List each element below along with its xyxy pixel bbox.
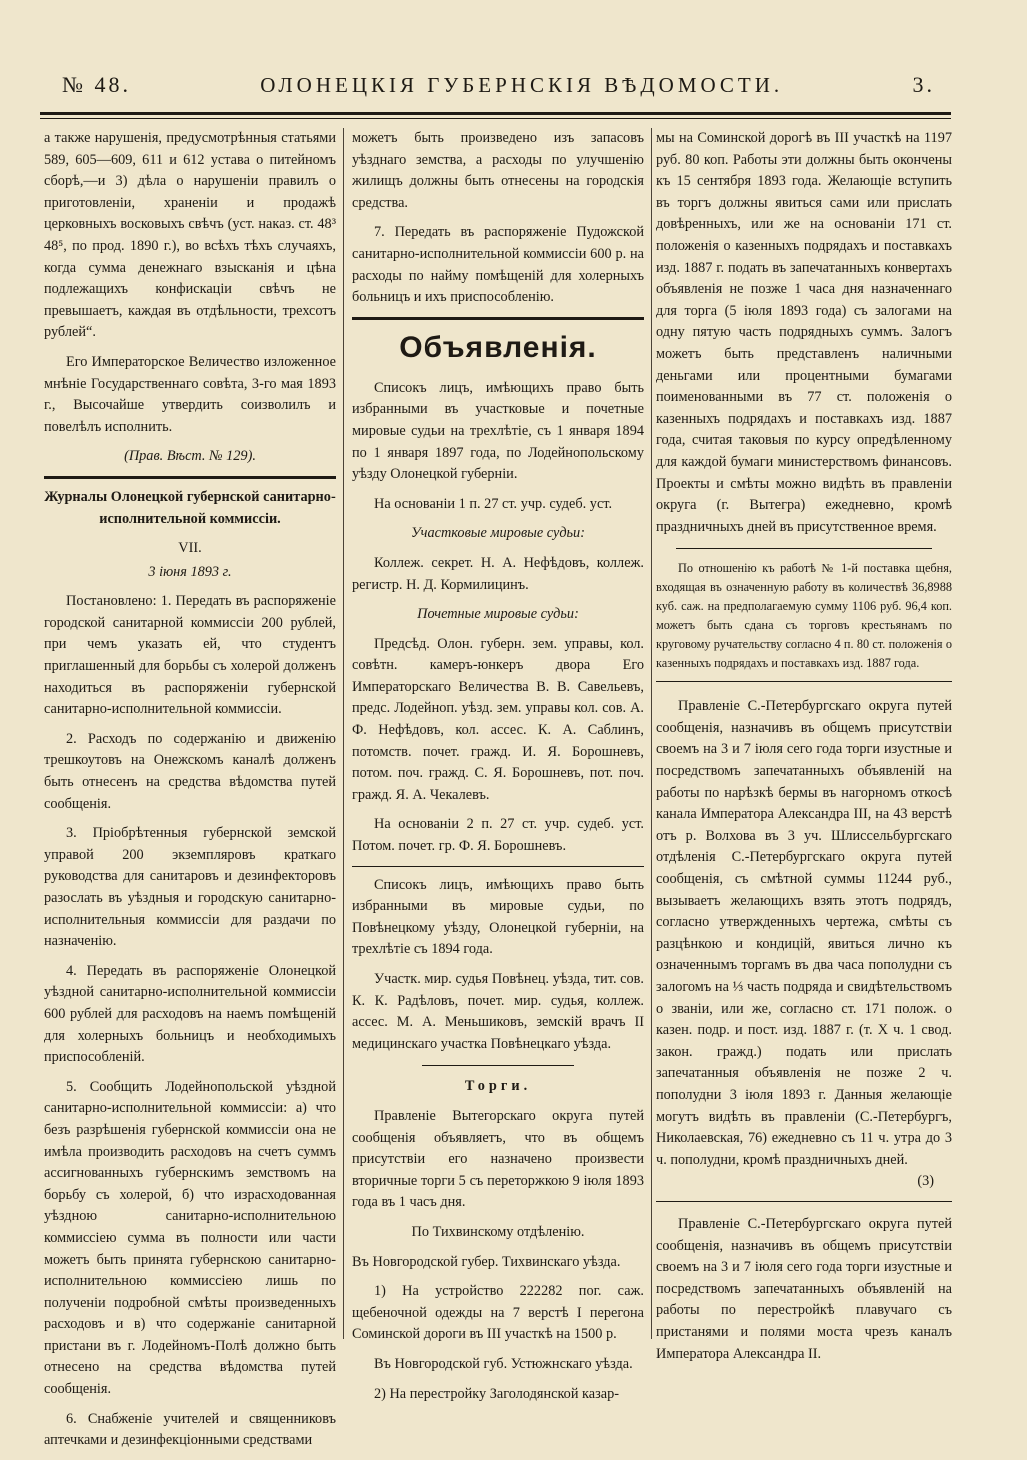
section-divider: [352, 866, 644, 867]
paragraph: Списокъ лицъ, имѣющихъ право быть избранными въ мировые судьи, по Повѣнецкому уѣзду, Олонецкой губерніи, на трехлѣтіе съ 1894 года.: [352, 876, 644, 958]
paragraph: Коллеж. секрет. Н. А. Нефѣдовъ, коллеж. регистр. Н. Д. Кормилицинъ.: [352, 554, 644, 593]
section-divider: [44, 476, 336, 479]
column-2: [352, 128, 644, 1413]
paragraph: Въ Новгородской губ. Устюжнскаго уѣзда.: [374, 1355, 633, 1372]
paragraph: Списокъ лицъ, имѣющихъ право быть избранными въ участковые и почетные мировые судьи на трехлѣтіе, съ 1 января 1894 по 1 января 1897 года, по Лодейнопольскому уѣзду Олонецкой губерніи.: [352, 379, 644, 483]
column-divider: [343, 128, 344, 1339]
paragraph: а также нарушенія, предусмотрѣнныя статьями 589, 605—609, 611 и 612 устава о питейномъ сборѣ,—и 3) дѣла о нарушеніи правилъ о приготовленіи, храненіи и продажѣ церковныхъ восковыхъ свѣчъ (уст. наказ. ст. 48³ 48⁵, по прод. 1890 г.), во всѣхъ тѣхъ случаяхъ, когда сумма денежнаго взысканія и цѣна подлежащихъ конфискаціи свѣчъ не превышаетъ, каждая въ отдѣльности, трехсотъ рублей“.: [44, 130, 336, 341]
announcements-heading: Объявленія.: [399, 330, 597, 364]
paragraph: Правленіе С.-Петербургскаго округа путей сообщенія, назначивъ въ общемъ присутствіи своемъ на 3 и 7 іюля сего года торги изустные и посредствомъ запечатанныхъ объявленій на работы по перестройкѣ плавучаго съ пристанями и полями моста чрезъ каналъ Императора Александра II.: [656, 1215, 952, 1362]
section-title: Журналы Олонецкой губернской санитарно-исполнительной коммиссіи.: [44, 488, 336, 527]
roman-numeral: VII.: [178, 540, 202, 557]
paragraph: Правленіе С.-Петербургскаго округа путей сообщенія, назначивъ въ общемъ присутствіи своемъ на 3 и 7 іюля сего года торги изустные и посредствомъ запечатанныхъ объявленій на работы по нарѣзкѣ бермы въ нагорномъ откосѣ канала Императора Александра III, на 43 верстѣ отъ р. Волхова въ 3 уч. Шлиссельбургскаго отдѣленія С.-Петербургскаго округа путей сообщенія, съ смѣтной суммы 11244 руб., вызываетъ желающихъ взять этотъ подрядъ, согласно утвержденныхъ чертежа, смѣты съ разцѣнкою и кондицій, явиться лично къ означеннымъ торгамъ въ два часа пополудни съ залогомъ на ⅓ часть подряда и свидѣтельствомъ о званіи, или же, согласно ст. 171 полож. о казен. подр. и пост. изд. 1887 г. (т. X ч. 1 свод. закон. гражд.) подать или прислать запечатанныя объявленія не позже 2 ч. пополудни 3 іюля 1893 г. Данныя желающіе могутъ видѣть въ правленіи (С.-Петербургъ, Николаевская, 76) ежедневно съ 11 ч. утра до 3 ч. пополудни, кромѣ праздничныхъ дней.: [656, 698, 952, 1168]
paragraph: По отношенію къ работѣ № 1-й поставка щебня, входящая въ означенную работу въ количествѣ 36,8988 куб. саж. на предполагаемую сумму 1106 руб. 96,4 коп. можетъ быть сдана съ торговъ крестьянамъ по круговому ручательству согласно 4 п. 80 ст. положенія о казенныхъ подрядахъ и поставкахъ изд. 1887 года.: [656, 561, 952, 671]
paragraph: 4. Передать въ распоряженіе Олонецкой уѣздной санитарно-исполнительной коммиссіи 600 рублей для расходовъ на наемъ помѣщеній для холерныхъ больницъ и необходимыхъ приспособленій.: [44, 962, 336, 1066]
subheading: Почетные мировые судьи:: [417, 606, 579, 623]
subheading: Участковые мировые судьи:: [411, 525, 585, 542]
paragraph: 2. Расходъ по содержанію и движенію трешкоутовъ на Онежскомъ каналѣ долженъ быть отнесенъ на средства вѣдомства путей сообщенія.: [44, 730, 336, 812]
paragraph: Предсѣд. Олон. губерн. зем. управы, кол. совѣтн. камеръ-юнкеръ двора Его Императорскаго Величества В. В. Савельевъ, предс. Лодейноп. уѣзд. зем. управы кол. сов. А. Ф. Нефѣдовъ, кол. ассес. К. А. Саблинъ, потомств. почет. гражд. И. Я. Борошневъ, потом. поч. гражд. С. Я. Борошневъ, пот. поч. гражд. Я. А. Чекалевъ.: [352, 635, 644, 803]
newspaper-title: ОЛОНЕЦКІЯ ГУБЕРНСКІЯ ВѢДОМОСТИ.: [260, 73, 784, 97]
paragraph: Участк. мир. судья Повѣнец. уѣзда, тит. сов. К. К. Радѣловъ, почет. мир. судья, коллеж. ассес. М. А. Меньшиковъ, земскій врачъ II медицинскаго участка Повѣнецкаго уѣзда.: [352, 971, 644, 1052]
paragraph: 3. Пріобрѣтенныя губернской земской управой 200 экземпляровъ краткаго руководства для санитаровъ и дезинфекторовъ разослать въ уѣздныя и городскую санитарно-исполнительныя коммиссіи для раздачи по назначенію.: [44, 825, 336, 950]
section-divider: [352, 317, 644, 320]
page-number: 3.: [912, 72, 935, 97]
notice-mark: (3): [917, 1173, 934, 1190]
paragraph: 1) На устройство 222282 пог. саж. щебеночной одежды на 7 верстѣ I перегона Соминской дороги въ III участкѣ на 1500 р.: [352, 1283, 644, 1343]
subheading: По Тихвинскому отдѣленію.: [411, 1223, 585, 1240]
short-divider: [422, 1065, 574, 1066]
page-header: [62, 72, 935, 104]
paragraph: 6. Снабженіе учителей и священниковъ аптечками и дезинфекціонными средствами: [44, 1410, 336, 1449]
section-divider: [656, 1201, 952, 1202]
column-3: [656, 128, 952, 1373]
paragraph: Его Императорское Величество изложенное мнѣніе Государственнаго совѣта, 3-го мая 1893 г., Высочайше утвердить соизволилъ и повелѣлъ исполнить.: [44, 353, 336, 435]
issue-number: № 48.: [62, 72, 131, 97]
paragraph: На основаніи 2 п. 27 ст. учр. судеб. уст. Потом. почет. гр. Ф. Я. Борошневъ.: [352, 816, 644, 855]
paragraph: Правленіе Вытегорскаго округа путей сообщенія объявляетъ, что въ общемъ присутствіи его назначено произвести вторичные торги 5 съ переторжкою 9 іюля 1893 года въ 1 часъ дня.: [352, 1107, 644, 1211]
paragraph: можетъ быть произведено изъ запасовъ уѣзднаго земства, а расходы по улучшенію жилищъ должны быть отнесены на городскія средства.: [352, 130, 644, 211]
paragraph: мы на Соминской дорогѣ въ III участкѣ на 1197 руб. 80 коп. Работы эти должны быть окончены къ 15 сентября 1893 года. Желающіе вступить въ торгъ должны явиться сами или прислать довѣренныхъ, или же на основаніи 171 ст. положенія о казенныхъ подрядахъ и поставкахъ изд. 1887 г. подать въ запечатанныхъ конвертахъ объявленія не позже 1 часа дня назначеннаго для торга (5 іюля 1893 года) съ залогами на одну пятую часть подрядныхъ суммъ. Залогъ можетъ быть представленъ наличными деньгами или процентными бумагами поименованными въ 77 ст. положенія о казенныхъ подрядахъ и поставкахъ изд. 1887 года, считая таковыя по курсу опредѣленному для каждой бумаги министерствомъ финансовъ. Проекты и смѣты можно видѣть въ правленіи округа (г. Вытегра) ежедневно, кромѣ праздничныхъ дней въ присутственное время.: [656, 130, 952, 535]
paragraph: Въ Новгородской губер. Тихвинскаго уѣзда.: [352, 1253, 621, 1270]
short-divider: [676, 548, 932, 549]
paragraph: На основаніи 1 п. 27 ст. учр. судеб. уст.: [374, 495, 613, 512]
paragraph: 2) На перестройку Заголодянской казар-: [374, 1385, 620, 1402]
section-divider: [656, 681, 952, 682]
column-divider: [651, 128, 652, 1339]
auctions-heading: Торги.: [464, 1078, 532, 1095]
paragraph: Постановлено: 1. Передать въ распоряженіе городской санитарной коммиссіи 200 рублей, при чемъ указать ей, что студентъ приглашенный для борьбы съ холерой долженъ находиться въ распоряженіи губернской санитарно-исполнительной коммиссіи.: [44, 593, 336, 718]
session-date: 3 іюня 1893 г.: [148, 563, 232, 580]
source-citation: (Прав. Вѣст. № 129).: [124, 448, 256, 465]
paragraph: 5. Сообщить Лодейнопольской уѣздной санитарно-исполнительной коммиссіи: а) что безъ разрѣшенія губернской коммиссіи она не имѣла производить расходовъ на счетъ суммъ ассигнованныхъ губернскимъ земствомъ на борьбу съ холерой, б) что израсходованная уѣздною санитарно-исполнительною коммиссіею сумма въ полности или части можетъ быть принята губернскою санитарно-исполнительною коммиссіею лишь по полученіи подробной смѣты произведенныхъ расходовъ и в) что содержаніе санитарной пристани въ г. Лодейномъ-Полѣ должно быть отнесено на средства вѣдомства путей сообщенія.: [44, 1078, 336, 1398]
header-rule: [40, 112, 951, 119]
paragraph: 7. Передать въ распоряженіе Пудожской санитарно-исполнительной коммиссіи 600 р. на расходы по найму помѣщеній для холерныхъ больницъ и ихъ приспособленію.: [352, 224, 644, 306]
column-1: [44, 128, 336, 1460]
